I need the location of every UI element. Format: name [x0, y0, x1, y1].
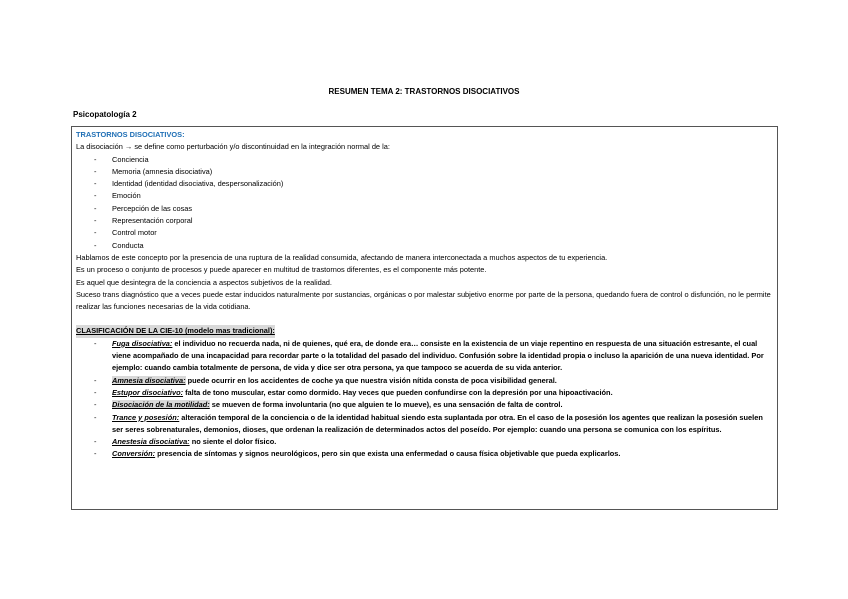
cie-heading: CLASIFICACIÓN DE LA CIE-10 (modelo mas tradicional):: [76, 325, 275, 337]
subject-label: Psicopatología 2: [73, 110, 137, 119]
arrow-icon: →: [124, 142, 133, 152]
list-item: - Identidad (identidad disociativa, despersonalización): [76, 178, 773, 190]
cie-list: [76, 338, 773, 461]
term-label: Anestesia disociativa:: [112, 437, 190, 447]
list-item: - Emoción: [76, 190, 773, 202]
definition-end: se define como perturbación y/o discontinuidad en la integración normal de la:: [132, 142, 390, 152]
list-item: [76, 436, 773, 448]
definition-line: [76, 141, 773, 153]
term-text: se mueven de forma involuntaria (no que alguien te lo mueve), es una sensación de falta de control.: [209, 400, 563, 410]
list-item: - Memoria (amnesia disociativa): [76, 166, 773, 178]
list-item: [76, 448, 773, 460]
list-item: [76, 338, 773, 375]
term-text: no siente el dolor físico.: [189, 437, 277, 447]
list-item: - Representación corporal: [76, 215, 773, 227]
section-heading: TRASTORNOS DISOCIATIVOS:: [76, 130, 185, 139]
term-label: Trance y posesión:: [112, 412, 180, 422]
list-item: - Conciencia: [76, 154, 773, 166]
list-item: - Conducta: [76, 240, 773, 252]
term-label: Conversión:: [112, 449, 156, 459]
content-box: [71, 126, 778, 510]
document-title: RESUMEN TEMA 2: TRASTORNOS DISOCIATIVOS: [328, 87, 520, 96]
term-text: presencia de síntomas y signos neurológicos, pero sin que exista una enfermedad o causa física objetivable que pueda explicarlos.: [155, 449, 621, 459]
term-label: Disociación de la motilidad:: [112, 400, 210, 410]
term-label: Amnesia disociativa:: [112, 375, 186, 385]
paragraph: Hablamos de este concepto por la presencia de una ruptura de la realidad consumida, afectando de manera interconectada a muchos aspectos de tu experiencia.: [76, 252, 608, 262]
list-item: - Control motor: [76, 227, 773, 239]
list-item: [76, 387, 773, 399]
paragraph: Suceso trans diagnóstico que a veces puede estar inducidos naturalmente por sustancias, orgánicas o por malestar subjetivo enorme por parte de la persona, quedando fuera de control o disfunción, no le permite realizar las funciones necesarias de la vida cotidiana.: [76, 289, 771, 312]
term-text: alteración temporal de la conciencia o de la identidad habitual siendo esta suplantada por otra. En el caso de la posesión los agentes que realizan la posesión suelen ser seres sobrenaturales, demonios, dioses, que ordenan la realización de determinados actos del poseído. Por ejemplo: cuando una persona se comunica con los espíritus.: [112, 412, 763, 434]
term-label: Fuga disociativa:: [112, 338, 173, 348]
list-item: [76, 375, 773, 387]
paragraph: Es un proceso o conjunto de procesos y puede aparecer en multitud de trastornos diferentes, es el componente más potente.: [76, 265, 487, 275]
term-text: falta de tono muscular, estar como dormido. Hay veces que pueden confundirse con la depresión por una hipoactivación.: [183, 387, 613, 397]
term-text: puede ocurrir en los accidentes de coche ya que nuestra visión nítida consta de poca visibilidad general.: [185, 375, 557, 385]
list-item: - Percepción de las cosas: [76, 203, 773, 215]
paragraph: Es aquel que desintegra de la conciencia a aspectos subjetivos de la realidad.: [76, 277, 332, 287]
list-item: [76, 399, 773, 411]
definition-start: La disociación: [76, 142, 125, 152]
term-text: el individuo no recuerda nada, ni de quienes, qué era, de donde era… consiste en la existencia de un viaje repentino en respuesta de una situación estresante, el cual viene acompañado de una incapacidad para recordar parte o la totalidad del pasado del individuo. Confusión sobre la identidad propia o incluso la aparición de una nueva identidad. Por ejemplo: cuando cambia totalmente de persona, de vida y dice ser otra persona, ya que tampoco se acuerda de su vida anterior.: [112, 338, 764, 373]
list-item: [76, 412, 773, 437]
integration-list: [76, 154, 773, 252]
term-label: Estupor disociativo:: [112, 387, 184, 397]
